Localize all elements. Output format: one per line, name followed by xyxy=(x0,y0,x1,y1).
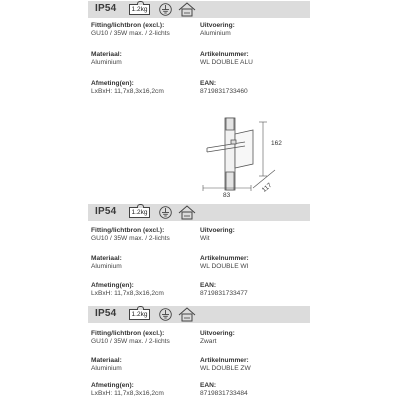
spec-bar-2 xyxy=(88,204,310,221)
field-value: Aluminium xyxy=(91,263,122,270)
height-label: 162 xyxy=(271,140,282,147)
field-label: Uitvoering: xyxy=(200,330,235,337)
field-label: Fitting/lichtbron (excl.): xyxy=(91,330,165,337)
field-value: 8719831733460 xyxy=(200,88,248,95)
field-value: WL DOUBLE WI xyxy=(200,263,249,270)
field-value: 8719831733477 xyxy=(200,290,248,297)
lamp-illustration xyxy=(207,118,253,190)
field-value: Zwart xyxy=(200,338,217,345)
field-label: Artikelnummer: xyxy=(200,51,249,58)
spec-bar-3 xyxy=(88,306,310,323)
field-label: Uitvoering: xyxy=(200,227,235,234)
field-value: Aluminium xyxy=(91,365,122,372)
ip-rating: IP54 xyxy=(95,3,117,14)
field-value: GU10 / 35W max. / 2-lichts xyxy=(91,235,170,242)
ip-rating: IP54 xyxy=(95,308,117,319)
field-label: Materiaal: xyxy=(91,357,122,364)
field-label: EAN: xyxy=(200,80,217,87)
ground-symbol-icon xyxy=(159,308,172,321)
field-value: GU10 / 35W max. / 2-lichts xyxy=(91,30,170,37)
house-indoor-icon xyxy=(178,307,196,322)
field-value: LxBxH: 11,7x8,3x16,2cm xyxy=(91,88,164,95)
field-label: Fitting/lichtbron (excl.): xyxy=(91,227,165,234)
field-value: WL DOUBLE ALU xyxy=(200,59,253,66)
field-label: Uitvoering: xyxy=(200,22,235,29)
field-label: Materiaal: xyxy=(91,51,122,58)
field-value: LxBxH: 11,7x8,3x16,2cm xyxy=(91,290,164,297)
ground-symbol-icon xyxy=(159,3,172,16)
field-label: Artikelnummer: xyxy=(200,357,249,364)
weight-icon: 1.2kg xyxy=(129,309,150,320)
house-indoor-icon xyxy=(178,2,196,17)
field-label: Afmeting(en): xyxy=(91,382,134,389)
weight-icon: 1.2kg xyxy=(129,4,150,15)
height-dimension xyxy=(259,122,267,176)
field-value: 8719831733484 xyxy=(200,390,248,397)
field-label: Afmeting(en): xyxy=(91,282,134,289)
ip-rating: IP54 xyxy=(95,206,117,217)
field-label: Afmeting(en): xyxy=(91,80,134,87)
field-label: EAN: xyxy=(200,382,217,389)
field-value: LxBxH: 11,7x8,3x16,2cm xyxy=(91,390,164,397)
field-label: Materiaal: xyxy=(91,255,122,262)
field-value: Aluminium xyxy=(91,59,122,66)
width-label: 83 xyxy=(223,192,231,199)
field-value: GU10 / 35W max. / 2-lichts xyxy=(91,338,170,345)
field-label: Artikelnummer: xyxy=(200,255,249,262)
field-label: Fitting/lichtbron (excl.): xyxy=(91,22,165,29)
depth-label: 117 xyxy=(260,181,274,194)
field-label: EAN: xyxy=(200,282,217,289)
weight-icon: 1.2kg xyxy=(129,207,150,218)
spec-bar-1 xyxy=(88,1,310,18)
lamp-dimension-drawing xyxy=(195,112,315,204)
field-value: Aluminium xyxy=(200,30,231,37)
field-value: WL DOUBLE ZW xyxy=(200,365,251,372)
house-indoor-icon xyxy=(178,205,196,220)
ground-symbol-icon xyxy=(159,206,172,219)
field-value: Wit xyxy=(200,235,210,242)
